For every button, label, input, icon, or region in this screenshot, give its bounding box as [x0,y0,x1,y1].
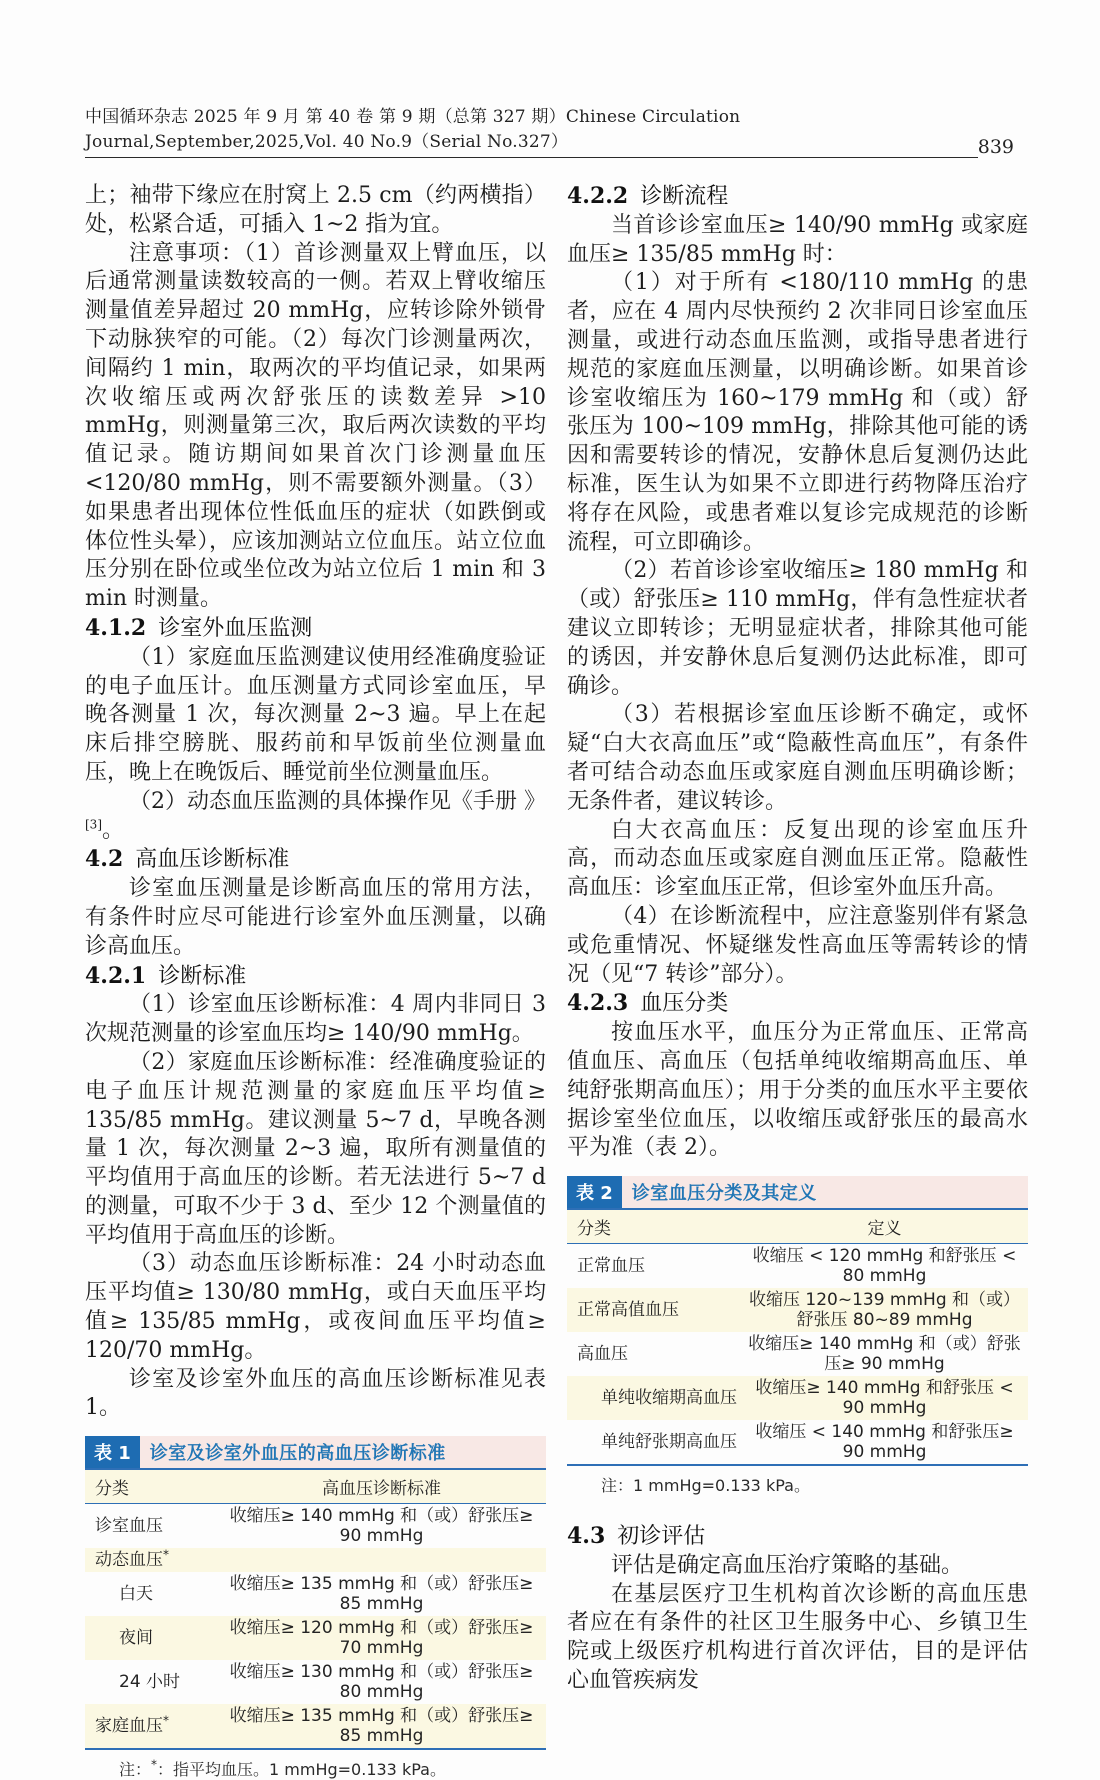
table-1-definition-cell: 收缩压≥ 135 mmHg 和（或）舒张压≥ 85 mmHg [229,1706,534,1747]
section-number: 4.2.2 [567,183,629,209]
section-title: 高血压诊断标准 [135,847,290,873]
right-paragraph-5: （3）若根据诊室血压诊断不确定，或怀疑“白大衣高血压”或“隐蔽性高血压”，有条件者可结合动态血压或家庭自测血压明确诊断；无条件者，建议转诊。 [567,702,1028,814]
right-column-text-upper [567,182,1028,1163]
left-paragraph-11: （3）动态血压诊断标准：24 小时动态血压平均值≥ 130/80 mmHg，或白天血压平均值≥ 135/85 mmHg，或夜间血压平均值≥ 120/70 mmHg。 [85,1251,546,1363]
right-lower-section-heading-4.3 [567,1522,1028,1552]
table-1-row-3 [85,1572,546,1616]
table-1-definition-cell: 收缩压≥ 120 mmHg 和（或）舒张压≥ 70 mmHg [229,1618,534,1659]
left-column-text [85,182,546,1423]
table-1-row-5 [85,1660,546,1704]
table-1-header-row [85,1469,546,1504]
left-section-heading-4.1.2 [85,614,546,644]
section-number: 4.2.3 [567,990,629,1017]
table-1-col-criteria: 高血压诊断标准 [322,1479,441,1500]
right-paragraph-4: （2）若首诊诊室收缩压≥ 180 mmHg 和（或）舒张压≥ 110 mmHg，伴有急性症状者建议立即转诊；无明显症状者，排除其他可能的诱因，并安静休息后复测仍达此标准，即可确诊。 [567,558,1028,699]
left-paragraph-12: 诊室及诊室外血压的高血压诊断标准见表 1。 [85,1366,546,1421]
table-1-label: 表 1 [85,1436,140,1468]
table-2-definition-cell: 收缩压≥ 140 mmHg 和舒张压 < 90 mmHg [755,1378,1014,1419]
section-number: 4.2.1 [85,962,147,989]
table-1-category-cell: 家庭血压* [95,1713,169,1737]
table-1-definition-cell [217,1548,546,1572]
table-2-row-5 [567,1420,1028,1465]
table-1-category-cell: 诊室血压 [95,1516,163,1537]
section-number: 4.2 [85,846,124,873]
table-2-category-cell: 高血压 [577,1344,628,1365]
right-paragraph-9: 按血压水平，血压分为正常血压、正常高值血压、高血压（包括单纯收缩期高血压、单纯舒张期高血压）；用于分类的血压水平主要依据诊室坐位血压，以收缩压或舒张压的最高水平为准（表 2）。 [567,1020,1028,1161]
table-1-row-1 [85,1504,546,1549]
table-1-note: 注：*：指平均血压。1 mmHg=0.133 kPa。 [119,1757,446,1780]
table-1-col-category: 分类 [95,1479,129,1500]
right-paragraph-3: （1）对于所有 <180/110 mmHg 的患者，应在 4 周内尽快预约 2 次非同日诊室血压测量，或进行动态血压监测，或指导患者进行规范的家庭血压测量，以明确诊断。如果首诊诊室收缩压为 160~179 mmHg 和（或）舒张压为 100~109 mmHg，排除其他可能的诱因和需要转诊的情况，安静休息后复测仍达此标准，医生认为如果不立即进行药物降压治疗将存在风险，或患者难以复诊完成规范的诊断流程，可立即确诊。 [567,270,1028,555]
right-paragraph-7: （4）在诊断流程中，应注意鉴别伴有紧急或危重情况、怀疑继发性高血压等需转诊的情况（见“7 转诊”部分）。 [567,903,1028,987]
table-1-title: 诊室及诊室外血压的高血压诊断标准 [149,1443,446,1465]
left-section-heading-4.2.1 [85,962,546,992]
footnote-marker: * [163,1547,169,1562]
table-2-row-4 [567,1376,1028,1420]
table-2-label: 表 2 [567,1176,622,1208]
table-1-definition-cell: 收缩压≥ 140 mmHg 和（或）舒张压≥ 90 mmHg [229,1506,534,1547]
table-1-category-cell: 白天 [119,1584,153,1605]
footnote-marker: * [163,1713,169,1728]
table-2-category-cell: 单纯收缩期高血压 [601,1388,737,1409]
section-number: 4.3 [567,1523,606,1550]
table-1-definition-cell: 收缩压≥ 130 mmHg 和（或）舒张压≥ 80 mmHg [229,1662,534,1703]
table-1-row-2 [85,1548,546,1572]
table-2-titlebar [567,1176,1028,1208]
table-1-row-6 [85,1704,546,1749]
table-2-definition-cell: 收缩压≥ 140 mmHg 和（或）舒张压≥ 90 mmHg [748,1334,1021,1375]
footnote-marker: * [151,1757,158,1772]
left-paragraph-2: 注意事项：（1）首诊测量双上臂血压，以后通常测量读数较高的一侧。若双上臂收缩压测量值差异超过 20 mmHg，应转诊除外锁骨下动脉狭窄的可能。（2）每次门诊测量两次，间隔约 1 min，取两次的平均值记录，如果两次收缩压或两次舒张压的读数差异 >10 mmHg，则测量第三次，取后两次读数的平均值记录。随访期间如果首次门诊测量血压 <120/80 mmHg，则不需要额外测量。（3）如果患者出现体位性低血压的症状（如跌倒或体位性头晕），应该加测站立位血压。站立位血压分别在卧位或坐位改为站立位后 1 min 和 3 min 时测量。 [85,240,546,612]
right-paragraph-2: 当首诊诊室血压≥ 140/90 mmHg 或家庭血压≥ 135/85 mmHg 时： [567,212,1028,267]
right-paragraph-6: 白大衣高血压：反复出现的诊室血压升高，而动态血压或家庭自测血压正常。隐蔽性高血压：诊室血压正常，但诊室外血压升高。 [567,817,1028,901]
table-2-row-3 [567,1332,1028,1376]
table-1-definition-cell: 收缩压≥ 135 mmHg 和（或）舒张压≥ 85 mmHg [229,1574,534,1615]
right-column-text-lower [567,1522,1028,1696]
table-2-grid [567,1208,1028,1466]
table-1-category-cell: 动态血压* [95,1547,169,1571]
right-lower-paragraph-2: 评估是确定高血压治疗策略的基础。 [611,1552,964,1578]
citation-ref: [3] [85,817,102,832]
table-2-row-1 [567,1244,1028,1289]
page-number: 839 [977,136,1014,158]
left-paragraph-1: 上；袖带下缘应在肘窝上 2.5 cm（约两横指）处，松紧合适，可插入 1~2 指为宜。 [85,183,546,237]
table-2-category-cell: 单纯舒张期高血压 [601,1432,737,1453]
right-section-heading-4.2.2 [567,182,1028,212]
section-number: 4.1.2 [85,614,147,641]
left-paragraph-9: （1）诊室血压诊断标准：4 周内非同日 3 次规范测量的诊室血压均≥ 140/90 mmHg。 [85,992,546,1047]
left-paragraph-5: （2）动态血压监测的具体操作见《手册 》[3]。 [85,788,546,843]
table-1-category-cell: 夜间 [119,1628,153,1649]
right-column [567,182,1028,1780]
left-column [85,182,546,1780]
table-2 [567,1176,1028,1496]
page-header [85,102,1028,158]
table-2-title: 诊室血压分类及其定义 [631,1183,817,1205]
table-2-col-definition: 定义 [867,1219,902,1240]
table-2-note: 注：1 mmHg=0.133 kPa。 [601,1476,810,1496]
table-2-definition-cell: 收缩压 < 140 mmHg 和舒张压≥ 90 mmHg [755,1422,1014,1463]
section-title: 诊断标准 [158,963,247,989]
two-column-body [85,182,1028,1780]
table-2-definition-cell: 收缩压 < 120 mmHg 和舒张压 < 80 mmHg [752,1246,1017,1287]
left-paragraph-10: （2）家庭血压诊断标准：经准确度验证的电子血压计规范测量的家庭血压平均值≥ 135/85 mmHg。建议测量 5~7 d，早晚各测量 1 次，每次测量 2~3 遍，取所有测量值的平均值用于高血压的诊断。若无法进行 5~7 d 的测量，可取不少于 3 d、至少 12 个测量值的平均值用于高血压的诊断。 [85,1049,546,1248]
journal-header-line: 中国循环杂志 2025 年 9 月 第 40 卷 第 9 期（总第 327 期）Chinese Circulation Journal,September,2025,Vol. 40 No.9（Serial No.327） [85,102,978,158]
left-section-heading-4.2 [85,845,546,875]
table-2-definition-cell: 收缩压 120~139 mmHg 和（或）舒张压 80~89 mmHg [748,1290,1021,1331]
section-title: 诊断流程 [640,184,729,209]
table-1 [85,1436,546,1780]
left-paragraph-4: （1）家庭血压监测建议使用经准确度验证的电子血压计。血压测量方式同诊室血压，早晚各测量 1 次，每次测量 2~3 遍。早上在起床后排空膀胱、服药前和早饭前坐位测量血压，晚上在晚饭后、睡觉前坐位测量血压。 [85,644,546,785]
table-1-grid [85,1468,546,1750]
right-lower-paragraph-3: 在基层医疗卫生机构首次诊断的高血压患者应在有条件的社区卫生服务中心、乡镇卫生院或上级医疗机构进行首次评估，目的是评估心血管疾病发 [567,1581,1028,1694]
table-2-header-row [567,1209,1028,1244]
table-1-titlebar [85,1436,546,1468]
table-1-row-4 [85,1616,546,1660]
section-title: 诊室外血压监测 [158,615,313,641]
table-2-category-cell: 正常高值血压 [577,1300,679,1321]
right-section-heading-4.2.3 [567,989,1028,1019]
table-2-col-category: 分类 [577,1219,611,1240]
left-paragraph-7: 诊室血压测量是诊断高血压的常用方法，有条件时应尽可能进行诊室外血压测量，以确诊高血压。 [85,876,546,959]
section-title: 血压分类 [640,991,729,1017]
table-2-row-2 [567,1288,1028,1332]
section-title: 初诊评估 [617,1524,706,1550]
table-2-category-cell: 正常血压 [577,1256,645,1277]
table-1-category-cell: 24 小时 [119,1672,181,1693]
